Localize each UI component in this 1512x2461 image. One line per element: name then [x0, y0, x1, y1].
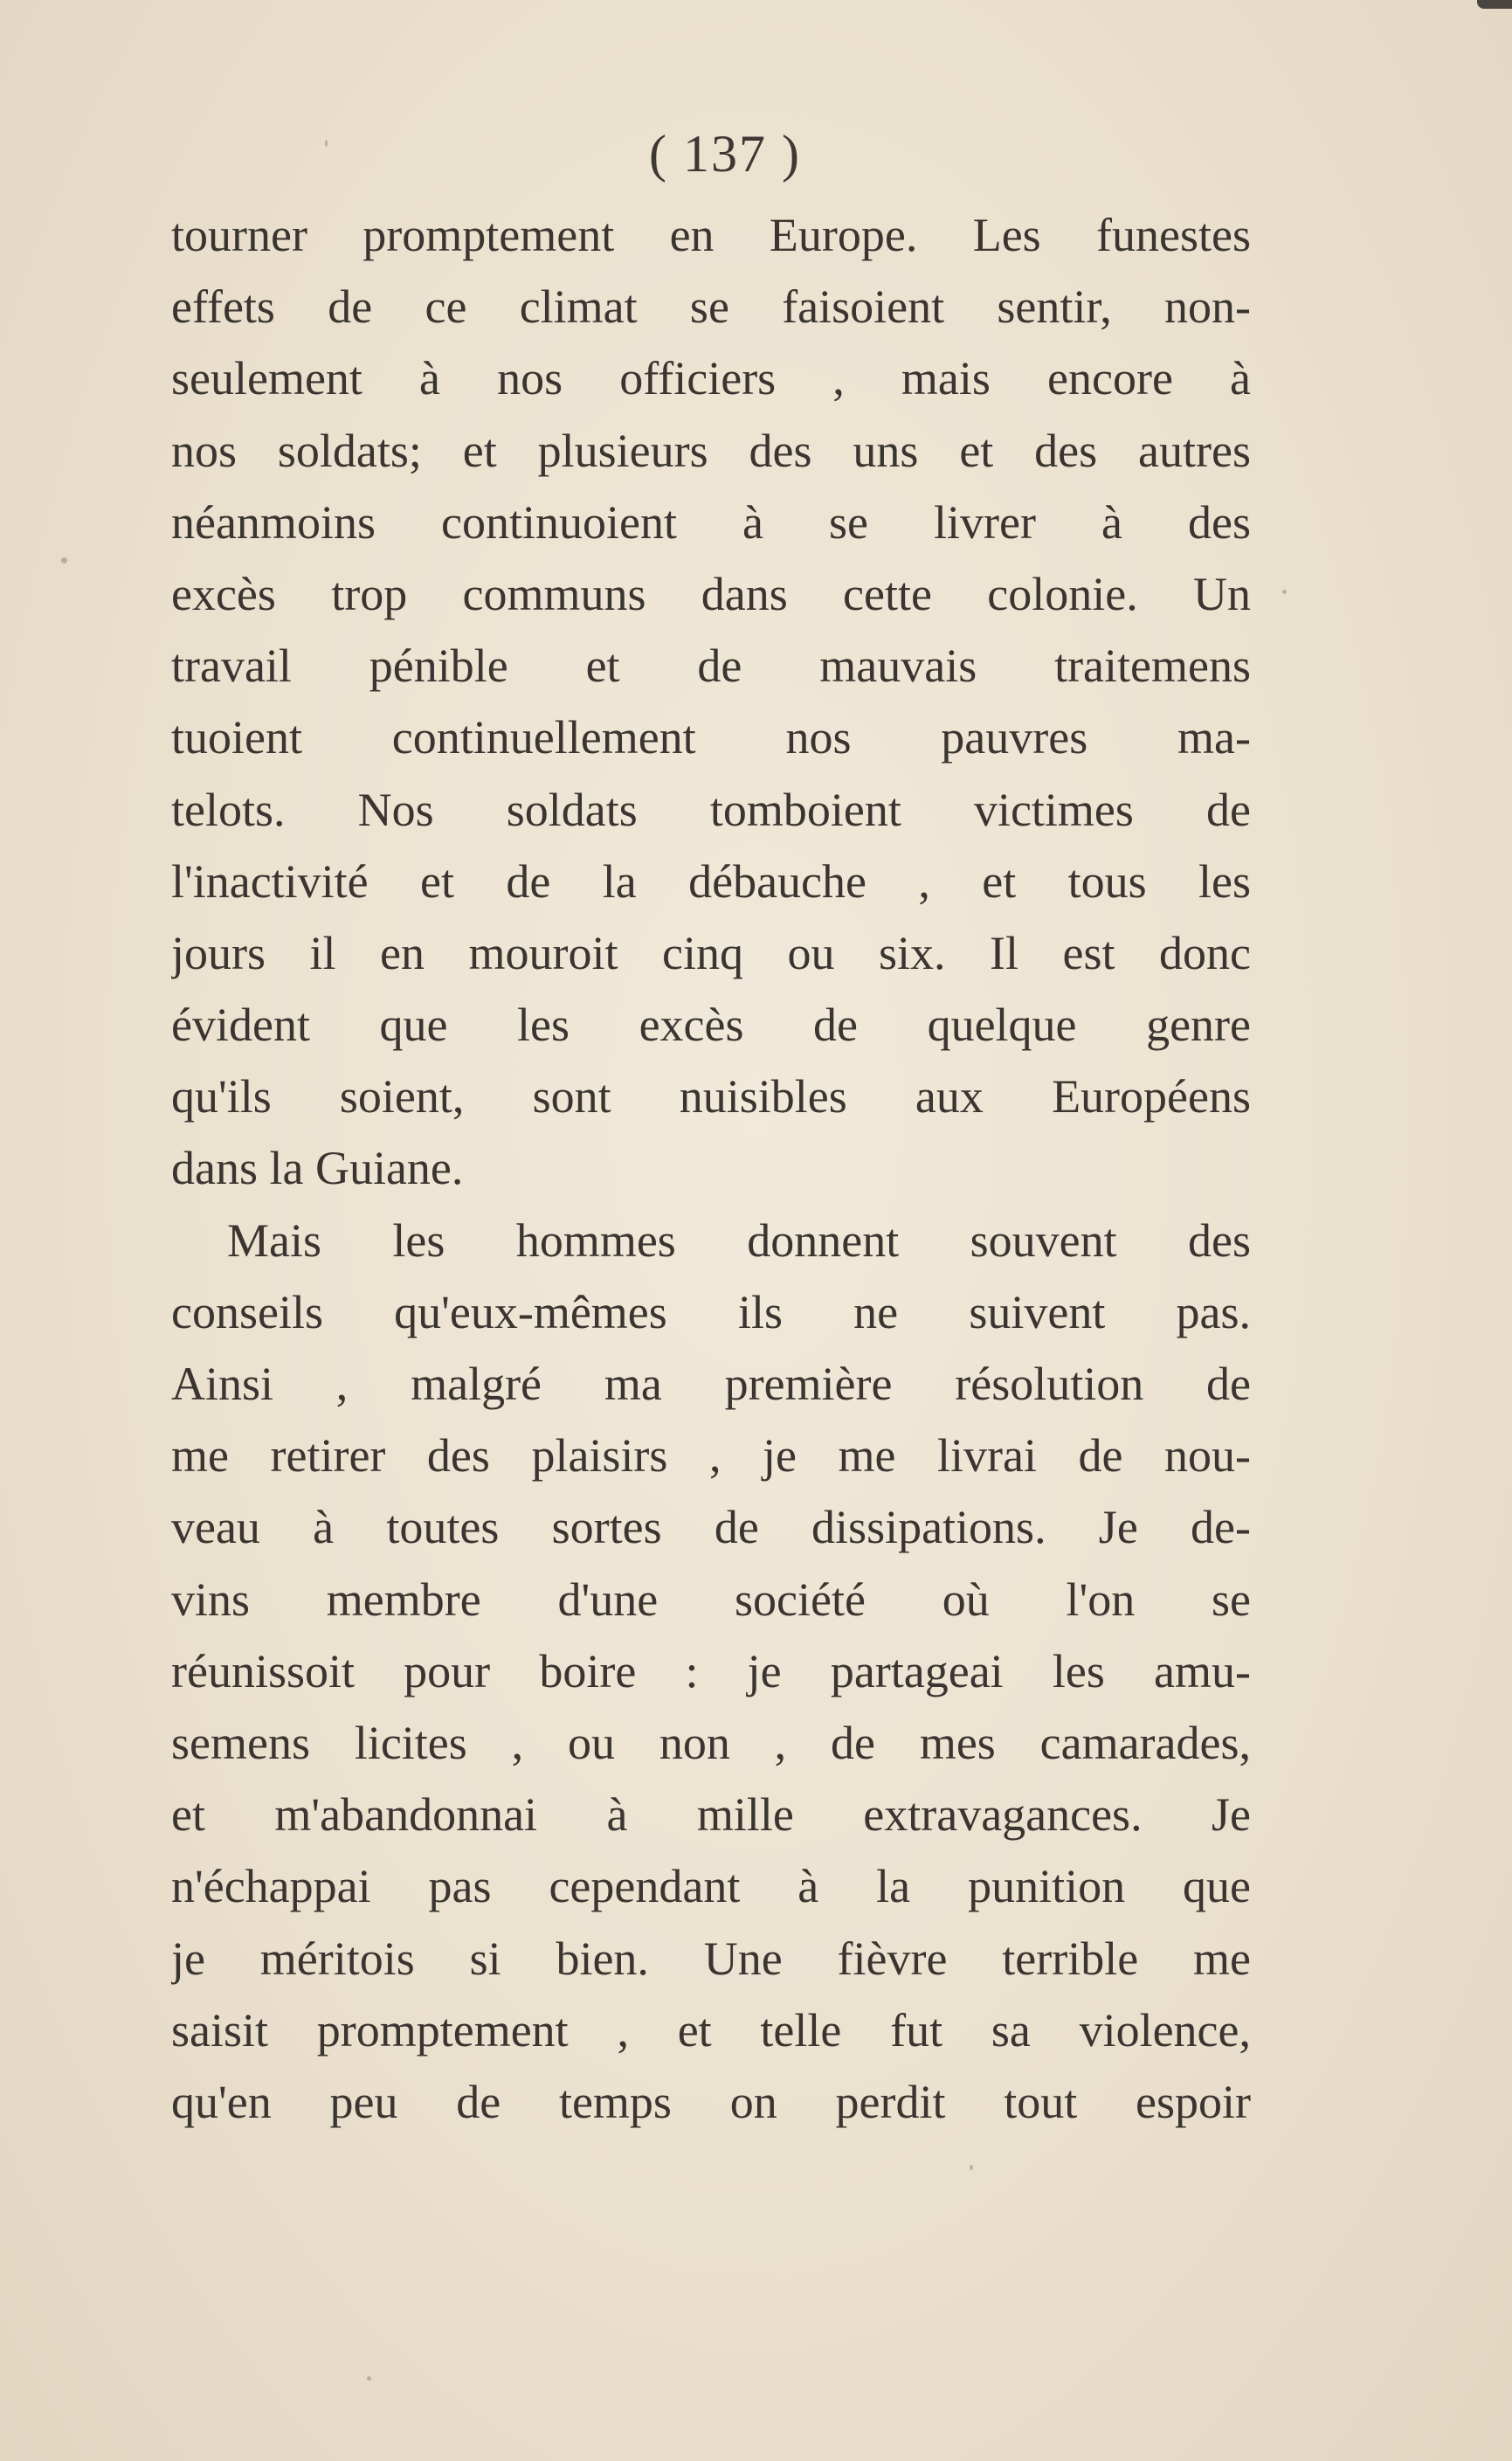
text-line: qu'ils soient, sont nuisibles aux Européens [171, 1070, 1251, 1123]
text-line: réunissoit pour boire : je partageai les amu- [171, 1644, 1251, 1697]
text-line: évident que les excès de quelque genre [171, 999, 1251, 1052]
text-line: n'échappai pas cependant à la punition que [171, 1860, 1251, 1913]
paper-speck [970, 2165, 973, 2170]
text-line: qu'en peu de temps on perdit tout espoir [171, 2075, 1251, 2128]
text-line: je méritois si bien. Une fièvre terrible me [171, 1932, 1251, 1985]
page-edge-mark [1477, 0, 1512, 9]
text-line: jours il en mouroit cinq ou six. Il est donc [171, 926, 1251, 979]
text-line: conseils qu'eux-mêmes ils ne suivent pas. [171, 1285, 1251, 1338]
text-line: travail pénible et de mauvais traitemens [171, 639, 1251, 693]
text-line: l'inactivité et de la débauche , et tous les [171, 854, 1251, 908]
paragraph-start-line: Mais les hommes donnent souvent des [227, 1213, 1251, 1267]
text-line: excès trop communs dans cette colonie. Un [171, 567, 1251, 620]
paper-speck [61, 557, 67, 563]
paper-speck [367, 2376, 371, 2381]
body-text [171, 199, 1251, 2138]
text-line: seulement à nos officiers , mais encore à [171, 352, 1251, 405]
text-line: veau à toutes sortes de dissipations. Je de- [171, 1501, 1251, 1554]
text-line: telots. Nos soldats tomboient victimes de [171, 783, 1251, 836]
text-line: me retirer des plaisirs , je me livrai de nou- [171, 1429, 1251, 1483]
text-line: et m'abandonnai à mille extravagances. Je [171, 1788, 1251, 1842]
text-line: nos soldats; et plusieurs des uns et des autres [171, 424, 1251, 477]
text-line: vins membre d'une société où l'on se [171, 1573, 1251, 1626]
text-line: tuoient continuellement nos pauvres ma- [171, 711, 1251, 764]
text-line: néanmoins continuoient à se livrer à des [171, 495, 1251, 549]
page-number: ( 137 ) [649, 125, 801, 183]
text-line: tourner promptement en Europe. Les funestes [171, 209, 1251, 261]
paper-speck [1282, 590, 1287, 594]
text-line: saisit promptement , et telle fut sa violence, [171, 2003, 1251, 2057]
text-line: semens licites , ou non , de mes camarades, [171, 1716, 1251, 1769]
text-line: effets de ce climat se faisoient sentir, non- [171, 280, 1251, 334]
paragraph-end-line: dans la Guiane. [171, 1142, 464, 1195]
text-line: Ainsi , malgré ma première résolution de [171, 1358, 1251, 1410]
paper-speck [325, 140, 328, 147]
